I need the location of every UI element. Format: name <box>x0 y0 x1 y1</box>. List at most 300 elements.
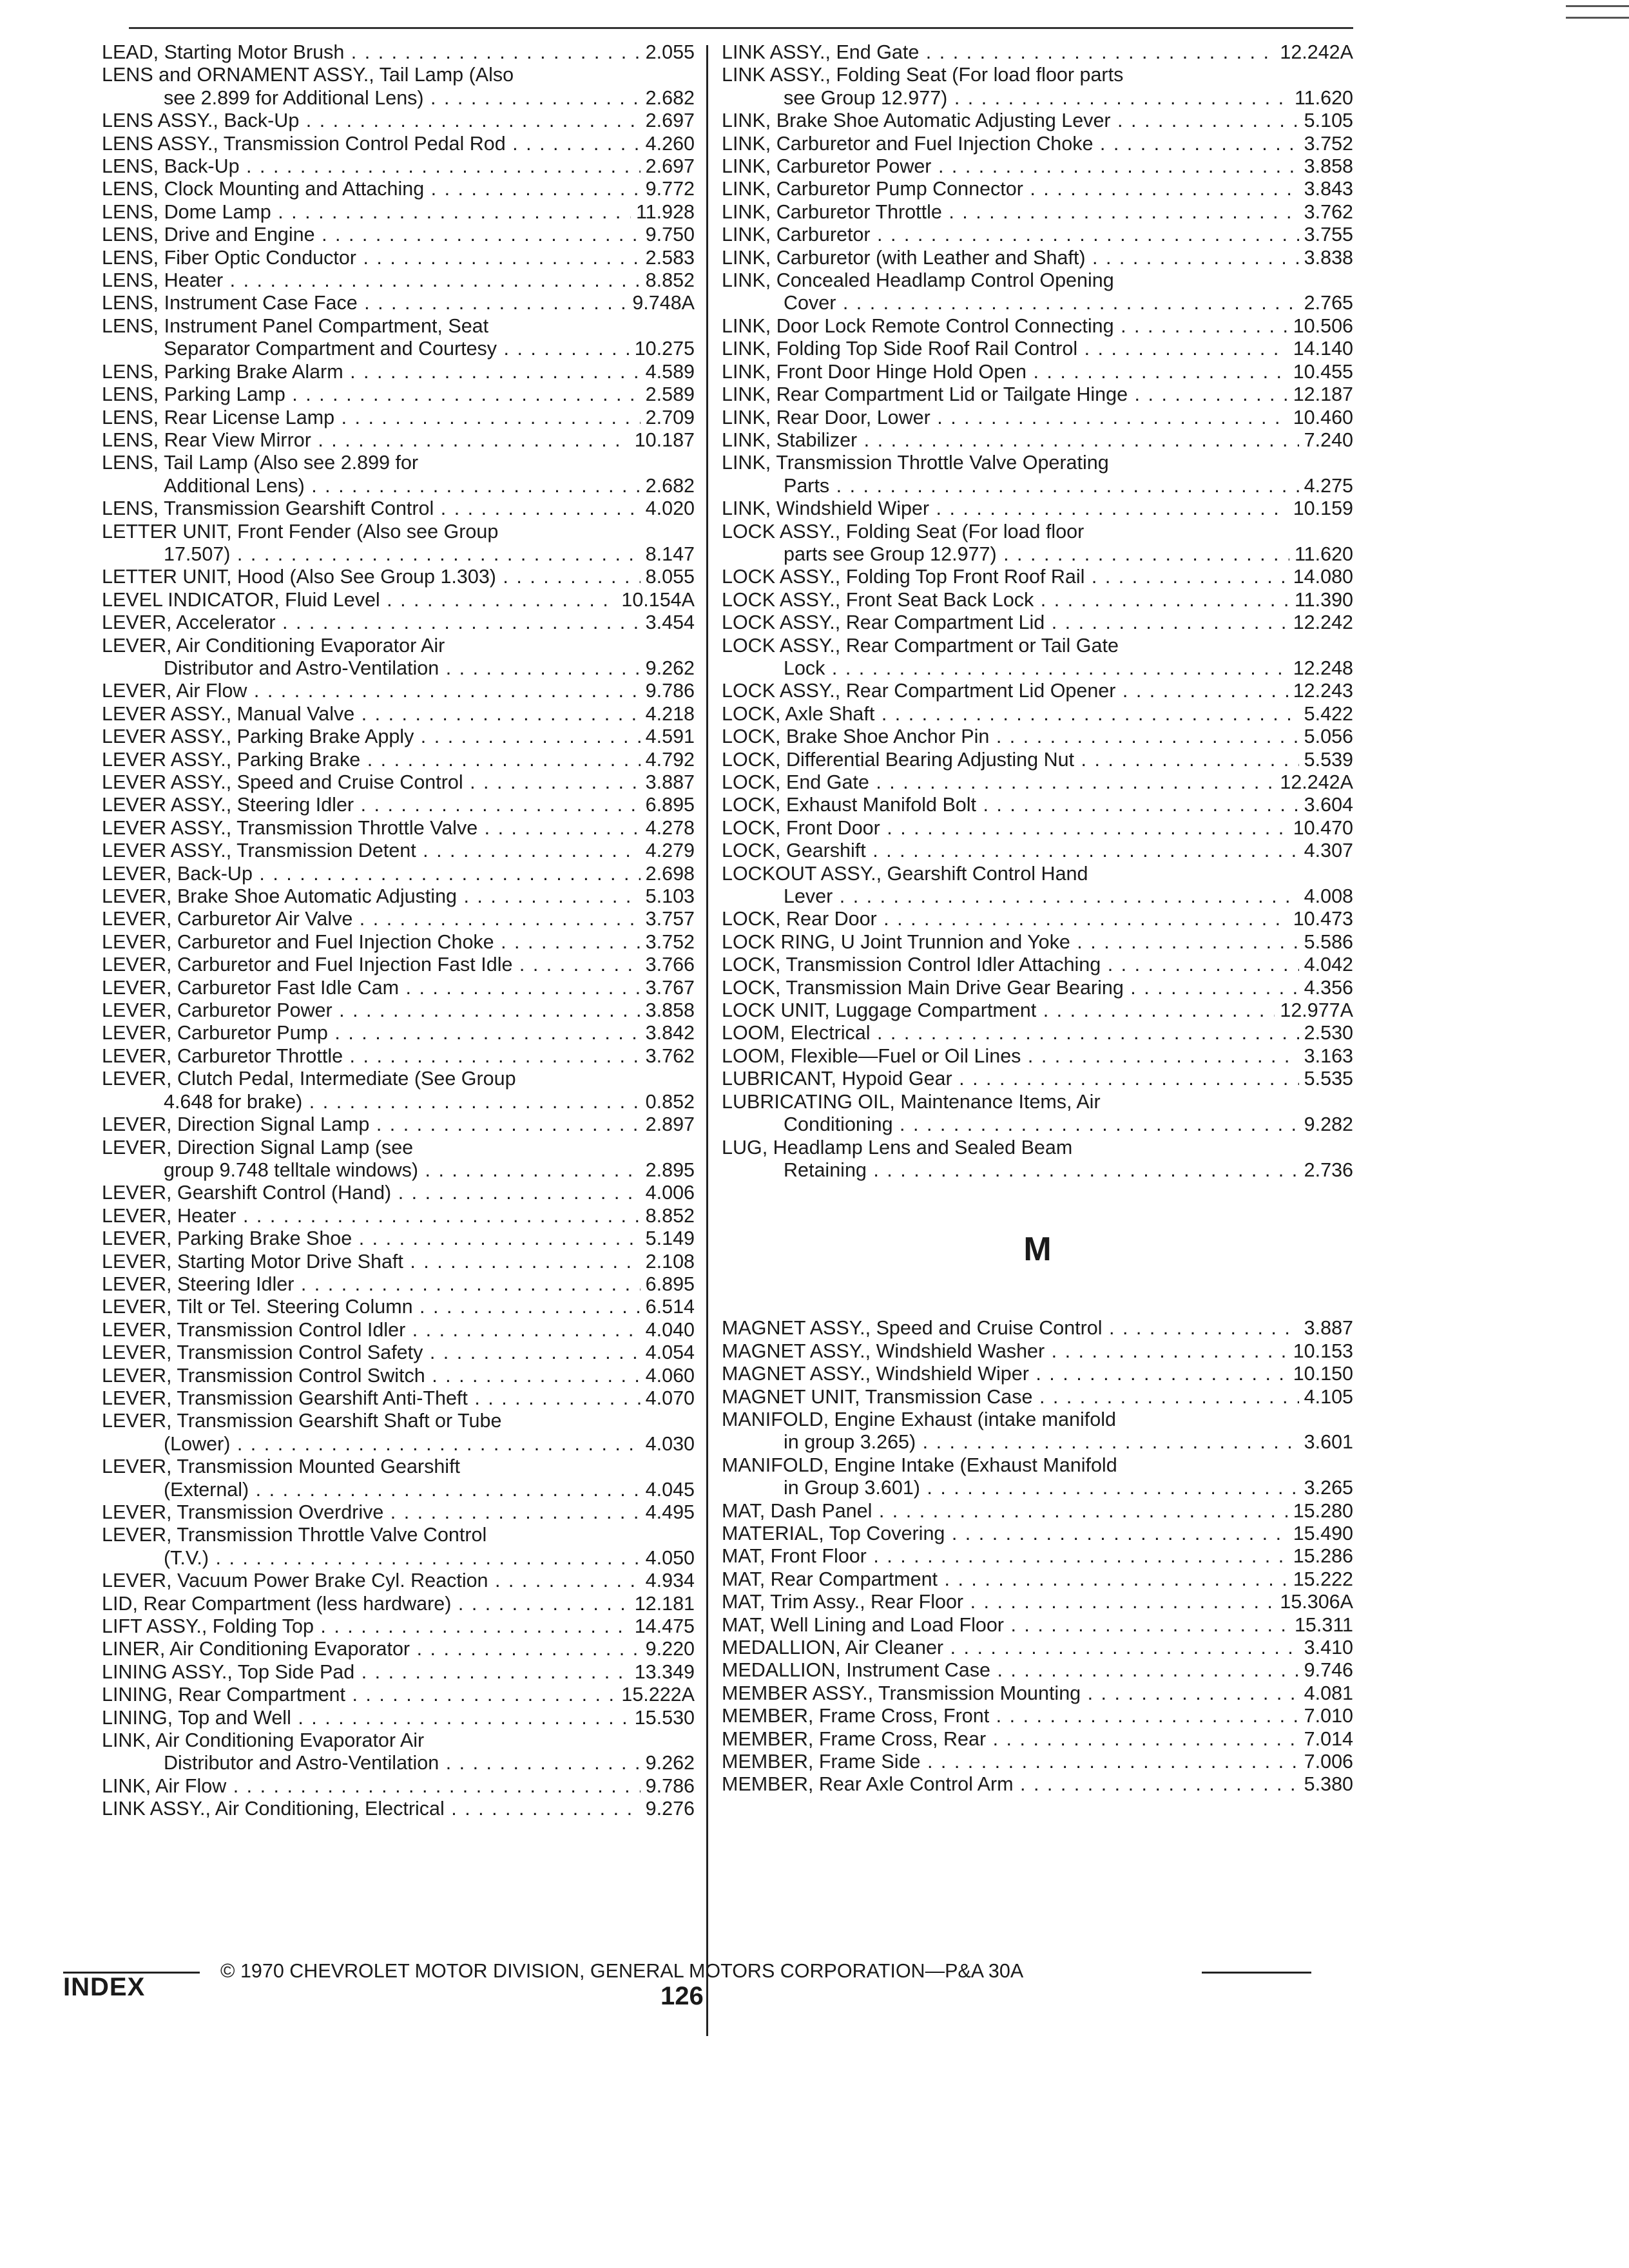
entry-group-number: 2.589 <box>645 383 695 406</box>
index-entry <box>722 1137 1353 1182</box>
entry-group-number: 4.260 <box>645 132 695 155</box>
entry-text: LOCK RING, U Joint Trunnion and Yoke . . . <box>722 931 1299 954</box>
index-entry <box>722 64 1353 110</box>
entry-text: LINK, Concealed Headlamp Control Opening <box>722 269 1114 292</box>
entry-text: LEVER ASSY., Steering Idler . . . <box>102 794 641 816</box>
entry-continuation: 4.648 for brake) . . . <box>102 1091 641 1113</box>
entry-text: LENS, Transmission Gearshift Control . . . <box>102 497 641 520</box>
entry-continuation: in group 3.265) . . . <box>722 1431 1299 1454</box>
entry-text: LEVER, Transmission Control Switch . . . <box>102 1365 641 1387</box>
entry-group-number: 11.620 <box>1294 86 1353 109</box>
entry-continuation: Parts . . . <box>722 475 1299 497</box>
index-entry <box>102 566 695 588</box>
index-entry <box>722 1568 1353 1591</box>
index-entry <box>102 999 695 1022</box>
index-entry <box>102 247 695 269</box>
entry-text: LEVER, Air Conditioning Evaporator Air <box>102 634 445 657</box>
index-entry <box>102 1273 695 1296</box>
entry-group-number: 3.762 <box>1304 200 1353 223</box>
entry-text: LOCK, Rear Door . . . <box>722 908 1288 930</box>
index-entry <box>722 269 1353 315</box>
entry-text: LUG, Headlamp Lens and Sealed Beam <box>722 1136 1073 1158</box>
entry-group-number: 5.103 <box>645 885 695 908</box>
entry-group-number: 9.786 <box>645 680 695 702</box>
entry-group-number: 3.755 <box>1304 224 1353 246</box>
index-entry <box>722 1614 1353 1637</box>
entry-text: MEMBER ASSY., Transmission Mounting . . . <box>722 1682 1299 1705</box>
entry-text: LENS, Drive and Engine . . . <box>102 224 641 246</box>
entry-group-number: 7.010 <box>1304 1705 1353 1727</box>
index-entry <box>102 1205 695 1227</box>
corner-rule <box>1566 17 1629 19</box>
entry-text: LEVER ASSY., Manual Valve . . . <box>102 703 641 726</box>
entry-text: LENS ASSY., Transmission Control Pedal Rod . . . <box>102 133 641 155</box>
index-entry <box>722 863 1353 908</box>
column-divider <box>706 45 708 2036</box>
entry-group-number: 5.056 <box>1304 726 1353 748</box>
entry-text: LEVER, Direction Signal Lamp . . . <box>102 1113 641 1136</box>
entry-text: MAGNET ASSY., Windshield Washer . . . <box>722 1340 1288 1363</box>
index-entry <box>102 1365 695 1387</box>
entry-group-number: 3.887 <box>645 771 695 793</box>
entry-text: LINK, Windshield Wiper . . . <box>722 497 1288 520</box>
footer-index-label: INDEX <box>63 1973 146 2001</box>
entry-group-number: 14.080 <box>1293 566 1353 588</box>
entry-group-number: 8.852 <box>645 269 695 292</box>
entry-continuation: Retaining . . . <box>722 1159 1299 1182</box>
index-entry <box>722 635 1353 680</box>
entry-group-number: 11.928 <box>635 200 695 223</box>
index-entry <box>102 1638 695 1660</box>
entry-text: MAGNET ASSY., Windshield Wiper . . . <box>722 1363 1288 1385</box>
entry-text: MANIFOLD, Engine Exhaust (intake manifold <box>722 1408 1116 1430</box>
entry-text: LOCKOUT ASSY., Gearshift Control Hand <box>722 862 1088 885</box>
entry-group-number: 2.055 <box>645 41 695 63</box>
entry-group-number: 9.276 <box>645 1798 695 1820</box>
entry-text: LENS and ORNAMENT ASSY., Tail Lamp (Also <box>102 64 514 86</box>
entry-group-number: 15.530 <box>634 1706 695 1729</box>
index-entry <box>102 1729 695 1775</box>
entry-group-number: 3.752 <box>645 930 695 953</box>
entry-group-number: 4.020 <box>645 497 695 520</box>
entry-group-number: 0.852 <box>645 1090 695 1113</box>
entry-group-number: 9.220 <box>645 1638 695 1660</box>
entry-group-number: 4.356 <box>1304 976 1353 999</box>
index-entry <box>102 840 695 862</box>
entry-text: LEVER, Carburetor Power . . . <box>102 999 641 1022</box>
entry-continuation: (External) . . . <box>102 1479 641 1501</box>
entry-group-number: 3.838 <box>1304 246 1353 269</box>
index-entry <box>722 497 1353 520</box>
entry-group-number: 7.014 <box>1304 1727 1353 1750</box>
index-entry <box>102 817 695 840</box>
index-entry <box>722 452 1353 497</box>
entry-group-number: 10.460 <box>1293 406 1353 428</box>
entry-group-number: 3.858 <box>645 999 695 1022</box>
index-entry <box>102 1387 695 1410</box>
entry-text: LEVEL INDICATOR, Fluid Level . . . <box>102 589 616 611</box>
entry-group-number: 4.070 <box>645 1387 695 1409</box>
entry-continuation: parts see Group 12.977) . . . <box>722 543 1289 566</box>
entry-group-number: 15.286 <box>1293 1545 1353 1568</box>
index-entry <box>722 1773 1353 1796</box>
section-m-heading: M <box>1023 1231 1052 1269</box>
entry-group-number: 10.275 <box>634 338 695 360</box>
entry-group-number: 3.601 <box>1304 1431 1353 1454</box>
entry-text: LENS, Back-Up . . . <box>102 155 641 178</box>
index-entry <box>722 703 1353 726</box>
entry-group-number: 10.506 <box>1293 314 1353 337</box>
entry-group-number: 12.187 <box>1293 383 1353 406</box>
entry-text: LEVER, Clutch Pedal, Intermediate (See Group <box>102 1068 516 1090</box>
index-entry <box>722 1363 1353 1385</box>
entry-text: LEVER, Carburetor Pump . . . <box>102 1022 641 1044</box>
index-entry <box>722 908 1353 930</box>
l-entries <box>722 41 1353 1182</box>
entry-group-number: 3.604 <box>1304 794 1353 816</box>
entry-group-number: 4.279 <box>645 840 695 862</box>
index-entry <box>722 315 1353 338</box>
entry-text: LEVER, Transmission Throttle Valve Control <box>102 1524 487 1546</box>
entry-text: LEVER, Heater . . . <box>102 1205 641 1227</box>
entry-text: LINK, Air Conditioning Evaporator Air <box>102 1729 425 1752</box>
entry-group-number: 2.108 <box>645 1250 695 1273</box>
entry-text: LINK, Door Lock Remote Control Connecting . . . <box>722 315 1288 338</box>
entry-text: LENS, Rear View Mirror . . . <box>102 429 630 452</box>
index-entry <box>722 178 1353 200</box>
index-entry <box>722 566 1353 588</box>
entry-text: LINING, Rear Compartment . . . <box>102 1684 616 1706</box>
index-entry <box>102 224 695 246</box>
entry-text: LOCK, Axle Shaft . . . <box>722 703 1299 726</box>
index-entry <box>102 863 695 885</box>
entry-text: LEVER, Gearshift Control (Hand) . . . <box>102 1182 641 1204</box>
entry-group-number: 4.050 <box>645 1546 695 1569</box>
entry-text: MAGNET UNIT, Transmission Case . . . <box>722 1386 1299 1408</box>
entry-continuation: see Group 12.977) . . . <box>722 87 1289 110</box>
entry-text: LOCK, Front Door . . . <box>722 817 1288 840</box>
index-entry <box>722 1045 1353 1068</box>
entry-group-number: 3.265 <box>1304 1477 1353 1499</box>
index-entry <box>102 269 695 292</box>
index-entry <box>722 1022 1353 1044</box>
index-entry <box>102 1798 695 1820</box>
page-number: 126 <box>660 1982 704 2010</box>
index-entry <box>722 1454 1353 1500</box>
index-entry <box>722 840 1353 862</box>
entry-group-number: 6.895 <box>645 794 695 816</box>
index-entry <box>722 1523 1353 1545</box>
entry-text: LINK ASSY., End Gate . . . <box>722 41 1275 64</box>
entry-text: LINING ASSY., Top Side Pad . . . <box>102 1661 630 1684</box>
index-entry <box>102 635 695 680</box>
entry-text: MEMBER, Frame Side . . . <box>722 1751 1299 1773</box>
entry-group-number: 4.006 <box>645 1182 695 1204</box>
index-entry <box>722 201 1353 224</box>
entry-group-number: 8.147 <box>645 543 695 565</box>
entry-group-number: 12.242A <box>1280 41 1353 63</box>
index-entry <box>722 680 1353 702</box>
index-entry <box>722 1728 1353 1751</box>
index-entry <box>102 361 695 383</box>
footer-copyright: © 1970 CHEVROLET MOTOR DIVISION, GENERAL MOTORS CORPORATION—P&A 30A <box>220 1960 1024 1982</box>
index-entry <box>102 1296 695 1318</box>
index-entry <box>722 1637 1353 1659</box>
entry-text: LETTER UNIT, Front Fender (Also see Group <box>102 520 499 543</box>
entry-continuation: 17.507) . . . <box>102 543 641 566</box>
index-entry <box>102 1615 695 1638</box>
entry-group-number: 2.709 <box>645 406 695 428</box>
index-entry <box>102 64 695 110</box>
entry-group-number: 3.887 <box>1304 1317 1353 1340</box>
entry-group-number: 9.772 <box>645 178 695 200</box>
index-entry <box>102 1137 695 1182</box>
entry-text: LETTER UNIT, Hood (Also See Group 1.303) . . . <box>102 566 641 588</box>
entry-text: LEVER ASSY., Transmission Detent . . . <box>102 840 641 862</box>
entry-text: LINK ASSY., Folding Seat (For load floor parts <box>722 64 1124 86</box>
entry-text: LEVER, Carburetor and Fuel Injection Choke . . . <box>102 931 641 954</box>
index-entry <box>722 1751 1353 1773</box>
index-entry <box>722 794 1353 816</box>
index-entry <box>102 771 695 794</box>
entry-group-number: 3.454 <box>645 611 695 634</box>
entry-text: MAT, Front Floor . . . <box>722 1545 1288 1568</box>
index-entry <box>722 383 1353 406</box>
entry-continuation: Lever . . . <box>722 885 1299 908</box>
index-entry <box>102 1570 695 1592</box>
entry-group-number: 15.280 <box>1293 1499 1353 1522</box>
index-entry <box>722 954 1353 976</box>
entry-group-number: 9.748A <box>632 292 695 314</box>
entry-text: LINK, Brake Shoe Automatic Adjusting Lever . . . <box>722 110 1299 132</box>
entry-group-number: 2.530 <box>1304 1022 1353 1044</box>
entry-group-number: 6.514 <box>645 1296 695 1318</box>
entry-group-number: 2.698 <box>645 862 695 885</box>
entry-text: LOCK, Transmission Control Idler Attaching . . . <box>722 954 1299 976</box>
entry-text: LIFT ASSY., Folding Top . . . <box>102 1615 630 1638</box>
entry-text: LEVER ASSY., Parking Brake Apply . . . <box>102 726 641 748</box>
entry-group-number: 13.349 <box>634 1660 695 1683</box>
index-entry <box>102 1524 695 1570</box>
index-entry <box>102 611 695 634</box>
index-entry <box>102 41 695 64</box>
index-entry <box>722 1317 1353 1340</box>
entry-text: MAT, Rear Compartment . . . <box>722 1568 1288 1591</box>
entry-text: LENS, Parking Brake Alarm . . . <box>102 361 641 383</box>
entry-group-number: 5.586 <box>1304 930 1353 953</box>
entry-text: LUBRICANT, Hypoid Gear . . . <box>722 1068 1299 1090</box>
entry-text: LENS, Clock Mounting and Attaching . . . <box>102 178 641 200</box>
entry-text: LEVER, Transmission Gearshift Shaft or Tube <box>102 1410 502 1432</box>
entry-group-number: 2.697 <box>645 110 695 132</box>
entry-group-number: 2.736 <box>1304 1158 1353 1181</box>
index-entry <box>102 1684 695 1706</box>
index-entry <box>102 977 695 999</box>
entry-group-number: 4.081 <box>1304 1682 1353 1704</box>
index-entry <box>102 1182 695 1204</box>
entry-group-number: 3.762 <box>645 1044 695 1067</box>
entry-group-number: 4.307 <box>1304 840 1353 862</box>
entry-group-number: 4.040 <box>645 1318 695 1341</box>
entry-text: LINK, Air Flow . . . <box>102 1775 641 1798</box>
entry-text: LINK, Transmission Throttle Valve Operating <box>722 452 1109 474</box>
index-entry <box>102 429 695 452</box>
entry-text: LEVER, Transmission Gearshift Anti-Theft . . . <box>102 1387 641 1410</box>
index-entry <box>722 361 1353 383</box>
entry-group-number: 4.008 <box>1304 885 1353 908</box>
entry-text: LOCK ASSY., Folding Seat (For load floor <box>722 520 1084 543</box>
entry-group-number: 2.682 <box>645 474 695 497</box>
index-entry <box>722 1340 1353 1363</box>
index-entry <box>102 680 695 702</box>
index-entry <box>102 1251 695 1273</box>
entry-text: LOCK, Exhaust Manifold Bolt . . . <box>722 794 1299 816</box>
index-entry <box>102 292 695 314</box>
entry-group-number: 8.852 <box>645 1204 695 1227</box>
entry-continuation: group 9.748 telltale windows) . . . <box>102 1159 641 1182</box>
entry-group-number: 9.786 <box>645 1774 695 1797</box>
entry-text: MEDALLION, Instrument Case . . . <box>722 1659 1299 1682</box>
entry-text: LEVER, Carburetor Air Valve . . . <box>102 908 641 930</box>
index-entry <box>102 155 695 178</box>
entry-text: LEVER, Transmission Control Idler . . . <box>102 1319 641 1341</box>
entry-group-number: 4.054 <box>645 1341 695 1364</box>
entry-group-number: 4.218 <box>645 702 695 725</box>
entry-text: LEVER, Steering Idler . . . <box>102 1273 641 1296</box>
entry-group-number: 4.278 <box>645 816 695 839</box>
entry-group-number: 9.746 <box>1304 1659 1353 1682</box>
entry-text: LINK, Rear Door, Lower . . . <box>722 407 1288 429</box>
footer-rule-right <box>1202 1972 1311 1974</box>
entry-group-number: 5.149 <box>645 1227 695 1250</box>
index-entry <box>722 589 1353 611</box>
entry-group-number: 10.473 <box>1293 908 1353 930</box>
index-entry <box>722 1091 1353 1137</box>
entry-text: LOCK, Differential Bearing Adjusting Nut . . . <box>722 749 1299 771</box>
entry-text: LEVER, Starting Motor Drive Shaft . . . <box>102 1251 641 1273</box>
index-entry <box>102 794 695 816</box>
entry-text: LINK, Carburetor . . . <box>722 224 1299 246</box>
entry-text: MAT, Well Lining and Load Floor . . . <box>722 1614 1289 1637</box>
index-entry <box>102 749 695 771</box>
entry-group-number: 2.765 <box>1304 292 1353 314</box>
index-entry <box>722 817 1353 840</box>
entry-text: LOOM, Flexible—Fuel or Oil Lines . . . <box>722 1045 1299 1068</box>
entry-text: LINK, Rear Compartment Lid or Tailgate Hinge . . . <box>722 383 1288 406</box>
index-entry <box>722 1386 1353 1408</box>
index-entry <box>102 703 695 726</box>
entry-text: LEVER, Transmission Mounted Gearshift <box>102 1456 461 1478</box>
entry-text: LOCK ASSY., Folding Top Front Roof Rail . . . <box>722 566 1288 588</box>
entry-group-number: 3.752 <box>1304 132 1353 155</box>
entry-group-number: 12.248 <box>1293 657 1353 679</box>
entry-text: LENS, Tail Lamp (Also see 2.899 for <box>102 452 419 474</box>
index-entry <box>102 1593 695 1615</box>
entry-text: LOCK UNIT, Luggage Compartment . . . <box>722 999 1275 1022</box>
entry-text: LOCK ASSY., Rear Compartment Lid . . . <box>722 611 1288 634</box>
entry-group-number: 10.455 <box>1293 360 1353 383</box>
entry-text: LINK, Carburetor (with Leather and Shaft) . . . <box>722 247 1299 269</box>
entry-text: LINK, Carburetor and Fuel Injection Choke . . . <box>722 133 1299 155</box>
m-entries <box>722 1317 1353 1796</box>
entry-text: LUBRICATING OIL, Maintenance Items, Air <box>722 1090 1101 1113</box>
entry-group-number: 5.535 <box>1304 1068 1353 1090</box>
entry-text: LINK, Folding Top Side Roof Rail Control . . . <box>722 338 1288 360</box>
index-entry <box>102 1707 695 1729</box>
entry-group-number: 3.766 <box>645 954 695 976</box>
entry-text: LINER, Air Conditioning Evaporator . . . <box>102 1638 641 1660</box>
index-entry <box>722 749 1353 771</box>
entry-group-number: 2.682 <box>645 86 695 109</box>
entry-group-number: 10.470 <box>1293 816 1353 839</box>
entry-group-number: 9.262 <box>645 1752 695 1774</box>
entry-group-number: 12.181 <box>634 1592 695 1615</box>
entry-text: LEVER, Carburetor Throttle . . . <box>102 1045 641 1068</box>
entry-text: LOCK, Gearshift . . . <box>722 840 1299 862</box>
entry-text: LOCK, Transmission Main Drive Gear Bearing . . . <box>722 977 1299 999</box>
entry-text: LINING, Top and Well . . . <box>102 1707 630 1729</box>
index-entry <box>102 407 695 429</box>
index-entry <box>722 1068 1353 1090</box>
index-entry <box>722 224 1353 246</box>
index-entry <box>722 1591 1353 1613</box>
entry-group-number: 3.843 <box>1304 178 1353 200</box>
entry-continuation: Lock . . . <box>722 657 1288 680</box>
index-entry <box>102 885 695 908</box>
index-entry <box>102 1456 695 1501</box>
entry-text: LENS, Rear License Lamp . . . <box>102 407 641 429</box>
entry-text: MEMBER, Frame Cross, Front . . . <box>722 1705 1299 1727</box>
index-entry <box>102 1775 695 1798</box>
entry-text: LOCK ASSY., Rear Compartment Lid Opener . . . <box>722 680 1288 702</box>
entry-continuation: Cover . . . <box>722 292 1299 314</box>
index-entry <box>722 1682 1353 1705</box>
entry-text: LEVER ASSY., Parking Brake . . . <box>102 749 641 771</box>
entry-group-number: 4.792 <box>645 748 695 771</box>
entry-continuation: see 2.899 for Additional Lens) . . . <box>102 87 641 110</box>
entry-group-number: 3.163 <box>1304 1044 1353 1067</box>
index-entry <box>102 1113 695 1136</box>
index-entry <box>102 1045 695 1068</box>
index-entry <box>722 407 1353 429</box>
entry-group-number: 14.475 <box>634 1615 695 1638</box>
entry-group-number: 11.620 <box>1294 543 1353 565</box>
entry-group-number: 4.060 <box>645 1364 695 1387</box>
left-index-column <box>102 41 695 1821</box>
entry-text: LOCK, End Gate . . . <box>722 771 1275 794</box>
entry-group-number: 9.750 <box>645 224 695 246</box>
entry-group-number: 3.410 <box>1304 1637 1353 1658</box>
entry-continuation: Conditioning . . . <box>722 1113 1299 1136</box>
index-entry <box>102 1661 695 1684</box>
index-entry <box>722 247 1353 269</box>
index-entry <box>722 521 1353 566</box>
entry-group-number: 9.262 <box>645 657 695 679</box>
entry-group-number: 5.380 <box>1304 1773 1353 1796</box>
entry-text: LENS ASSY., Back-Up . . . <box>102 110 641 132</box>
entry-text: MANIFOLD, Engine Intake (Exhaust Manifold <box>722 1454 1117 1476</box>
entry-group-number: 7.240 <box>1304 428 1353 451</box>
index-entry <box>722 110 1353 132</box>
index-entry <box>102 954 695 976</box>
entry-group-number: 11.390 <box>1294 588 1353 611</box>
entry-group-number: 2.583 <box>645 246 695 269</box>
entry-text: MEMBER, Rear Axle Control Arm . . . <box>722 1773 1299 1796</box>
entry-text: LEVER, Tilt or Tel. Steering Column . . . <box>102 1296 641 1318</box>
entry-text: LEVER, Vacuum Power Brake Cyl. Reaction . . . <box>102 1570 641 1592</box>
entry-text: LEVER, Carburetor and Fuel Injection Fast Idle . . . <box>102 954 641 976</box>
entry-continuation: in Group 3.601) . . . <box>722 1477 1299 1499</box>
